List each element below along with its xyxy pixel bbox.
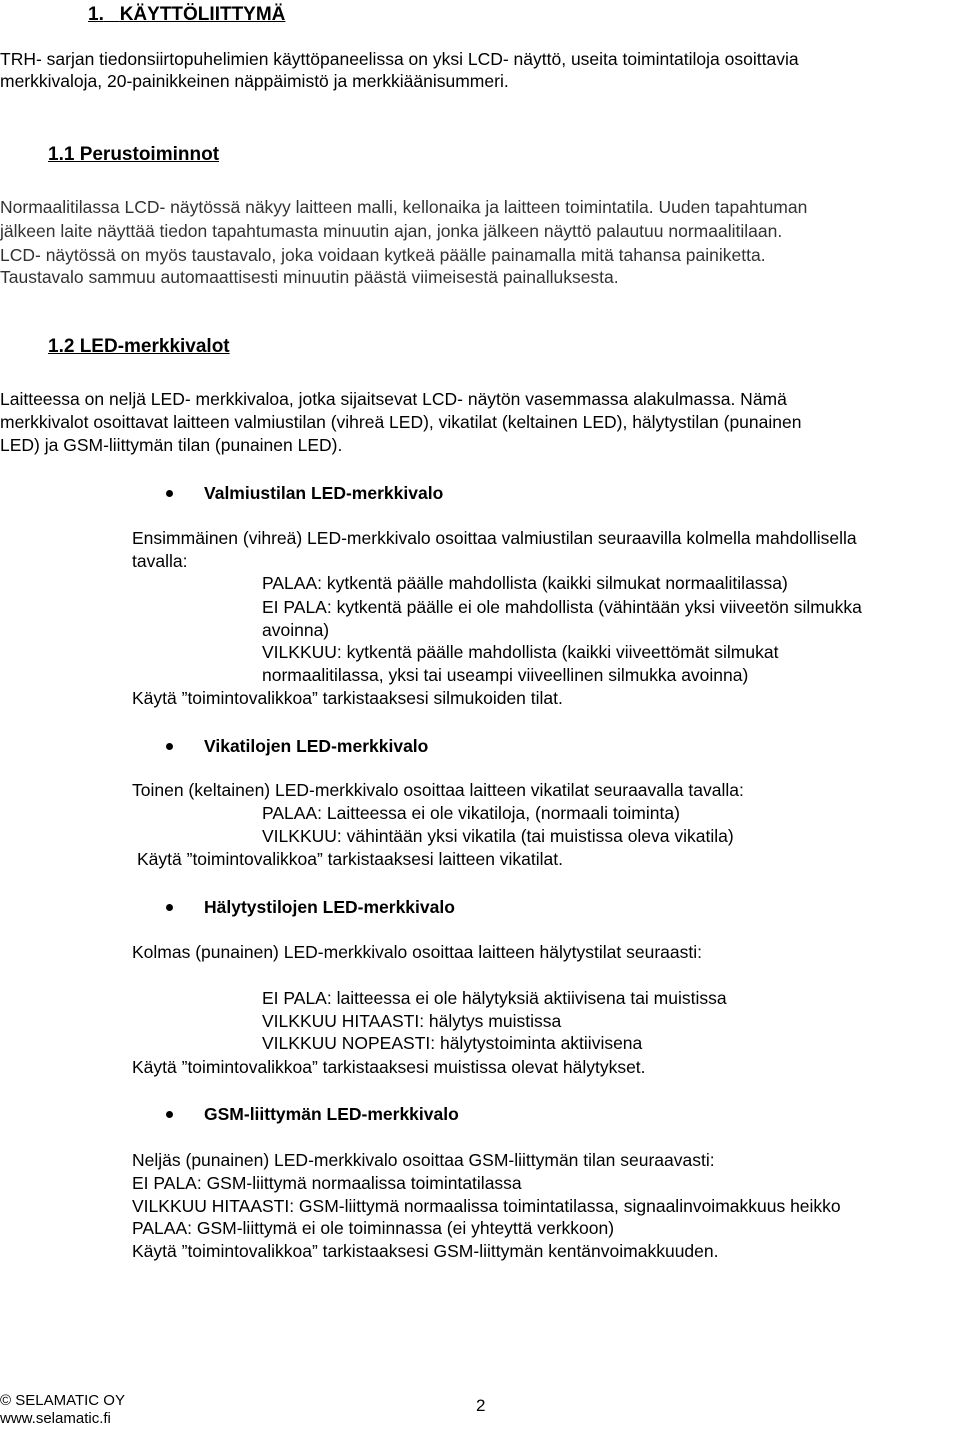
footer-company: © SELAMATIC OY	[0, 1392, 125, 1409]
footer-website: www.selamatic.fi	[0, 1410, 111, 1427]
state-line: PALAA: Laitteessa ei ole vikatiloja, (normaali toiminta)	[262, 803, 680, 823]
state-line: EI PALA: kytkentä päälle ei ole mahdollista (vähintään yksi viiveetön silmukka	[262, 597, 862, 617]
state-line: VILKKUU HITAASTI: hälytys muistissa	[262, 1011, 562, 1031]
state-line: VILKKUU: kytkentä päälle mahdollista (kaikki viiveettömät silmukat	[262, 642, 779, 662]
paragraph-line: Kolmas (punainen) LED-merkkivalo osoittaa laitteen hälytystilat seuraasti:	[132, 942, 702, 962]
state-line: VILKKUU NOPEASTI: hälytystoiminta aktiivisena	[262, 1033, 643, 1053]
note-line: Käytä ”toimintovalikkoa” tarkistaaksesi muistissa olevat hälytykset.	[132, 1057, 646, 1077]
paragraph-line: merkkivalot osoittavat laitteen valmiustilan (vihreä LED), vikatilat (keltainen LED), hälytystilan (punainen	[0, 412, 802, 432]
state-line: VILKKUU HITAASTI: GSM-liittymä normaalissa toimintatilassa, signaalinvoimakkuus heikko	[132, 1196, 841, 1216]
intro-line: merkkivaloja, 20-painikkeinen näppäimistö ja merkkiäänisummeri.	[0, 71, 509, 91]
paragraph-line: tavalla:	[132, 551, 188, 571]
bullet-icon	[166, 1111, 173, 1118]
note-line: Käytä ”toimintovalikkoa” tarkistaaksesi GSM-liittymän kentänvoimakkuuden.	[132, 1241, 719, 1261]
paragraph-line: Toinen (keltainen) LED-merkkivalo osoittaa laitteen vikatilat seuraavalla tavalla:	[132, 780, 744, 800]
paragraph-line: Neljäs (punainen) LED-merkkivalo osoittaa GSM-liittymän tilan seuraavasti:	[132, 1150, 715, 1170]
paragraph-line: Ensimmäinen (vihreä) LED-merkkivalo osoittaa valmiustilan seuraavilla kolmella mahdollisella	[132, 528, 857, 548]
note-line: Käytä ”toimintovalikkoa” tarkistaaksesi laitteen vikatilat.	[137, 849, 564, 869]
subsection-title-halytystila: Hälytystilojen LED-merkkivalo	[204, 897, 455, 917]
state-line: PALAA: GSM-liittymä ei ole toiminnassa (ei yhteyttä verkkoon)	[132, 1218, 615, 1238]
paragraph-line: jälkeen laite näyttää tiedon tapahtumasta minuutin ajan, jonka jälkeen näyttö palautuu normaalitilaan.	[0, 221, 783, 241]
state-line: avoinna)	[262, 620, 330, 640]
section-heading-led-merkkivalot: 1.2 LED-merkkivalot	[48, 336, 230, 357]
paragraph-line: LCD- näytössä on myös taustavalo, joka voidaan kytkeä päälle painamalla mitä tahansa painiketta.	[0, 245, 766, 265]
page-number: 2	[476, 1396, 486, 1415]
state-line: EI PALA: laitteessa ei ole hälytyksiä aktiivisena tai muistissa	[262, 988, 727, 1008]
paragraph-line: Taustavalo sammuu automaattisesti minuutin päästä viimeisestä painalluksesta.	[0, 267, 619, 287]
subsection-title-vikatila: Vikatilojen LED-merkkivalo	[204, 736, 429, 756]
heading-title: KÄYTTÖLIITTYMÄ	[119, 4, 286, 25]
state-line: PALAA: kytkentä päälle mahdollista (kaikki silmukat normaalitilassa)	[262, 573, 788, 593]
note-line: Käytä ”toimintovalikkoa” tarkistaaksesi silmukoiden tilat.	[132, 688, 563, 708]
intro-line: TRH- sarjan tiedonsiirtopuhelimien käyttöpaneelissa on yksi LCD- näyttö, useita toimintatiloja osoittavia	[0, 49, 799, 69]
paragraph-line: Normaalitilassa LCD- näytössä näkyy laitteen malli, kellonaika ja laitteen toimintatila. Uuden tapahtuman	[0, 197, 808, 217]
document-title	[88, 4, 285, 26]
subsection-title-gsm: GSM-liittymän LED-merkkivalo	[204, 1104, 459, 1124]
bullet-icon	[166, 743, 173, 750]
state-line: VILKKUU: vähintään yksi vikatila (tai muistissa oleva vikatila)	[262, 826, 734, 846]
section-heading-perustoiminnot: 1.1 Perustoiminnot	[48, 144, 220, 165]
paragraph-line: Laitteessa on neljä LED- merkkivaloa, jotka sijaitsevat LCD- näytön vasemmassa alakulmassa. Nämä	[0, 389, 787, 409]
state-line: EI PALA: GSM-liittymä normaalissa toimintatilassa	[132, 1173, 522, 1193]
bullet-icon	[166, 904, 173, 911]
bullet-icon	[166, 490, 173, 497]
heading-number: 1.	[88, 4, 104, 25]
paragraph-line: LED) ja GSM-liittymän tilan (punainen LED).	[0, 435, 343, 455]
state-line: normaalitilassa, yksi tai useampi viiveellinen silmukka avoinna)	[262, 665, 749, 685]
subsection-title-valmiustila: Valmiustilan LED-merkkivalo	[204, 483, 444, 503]
